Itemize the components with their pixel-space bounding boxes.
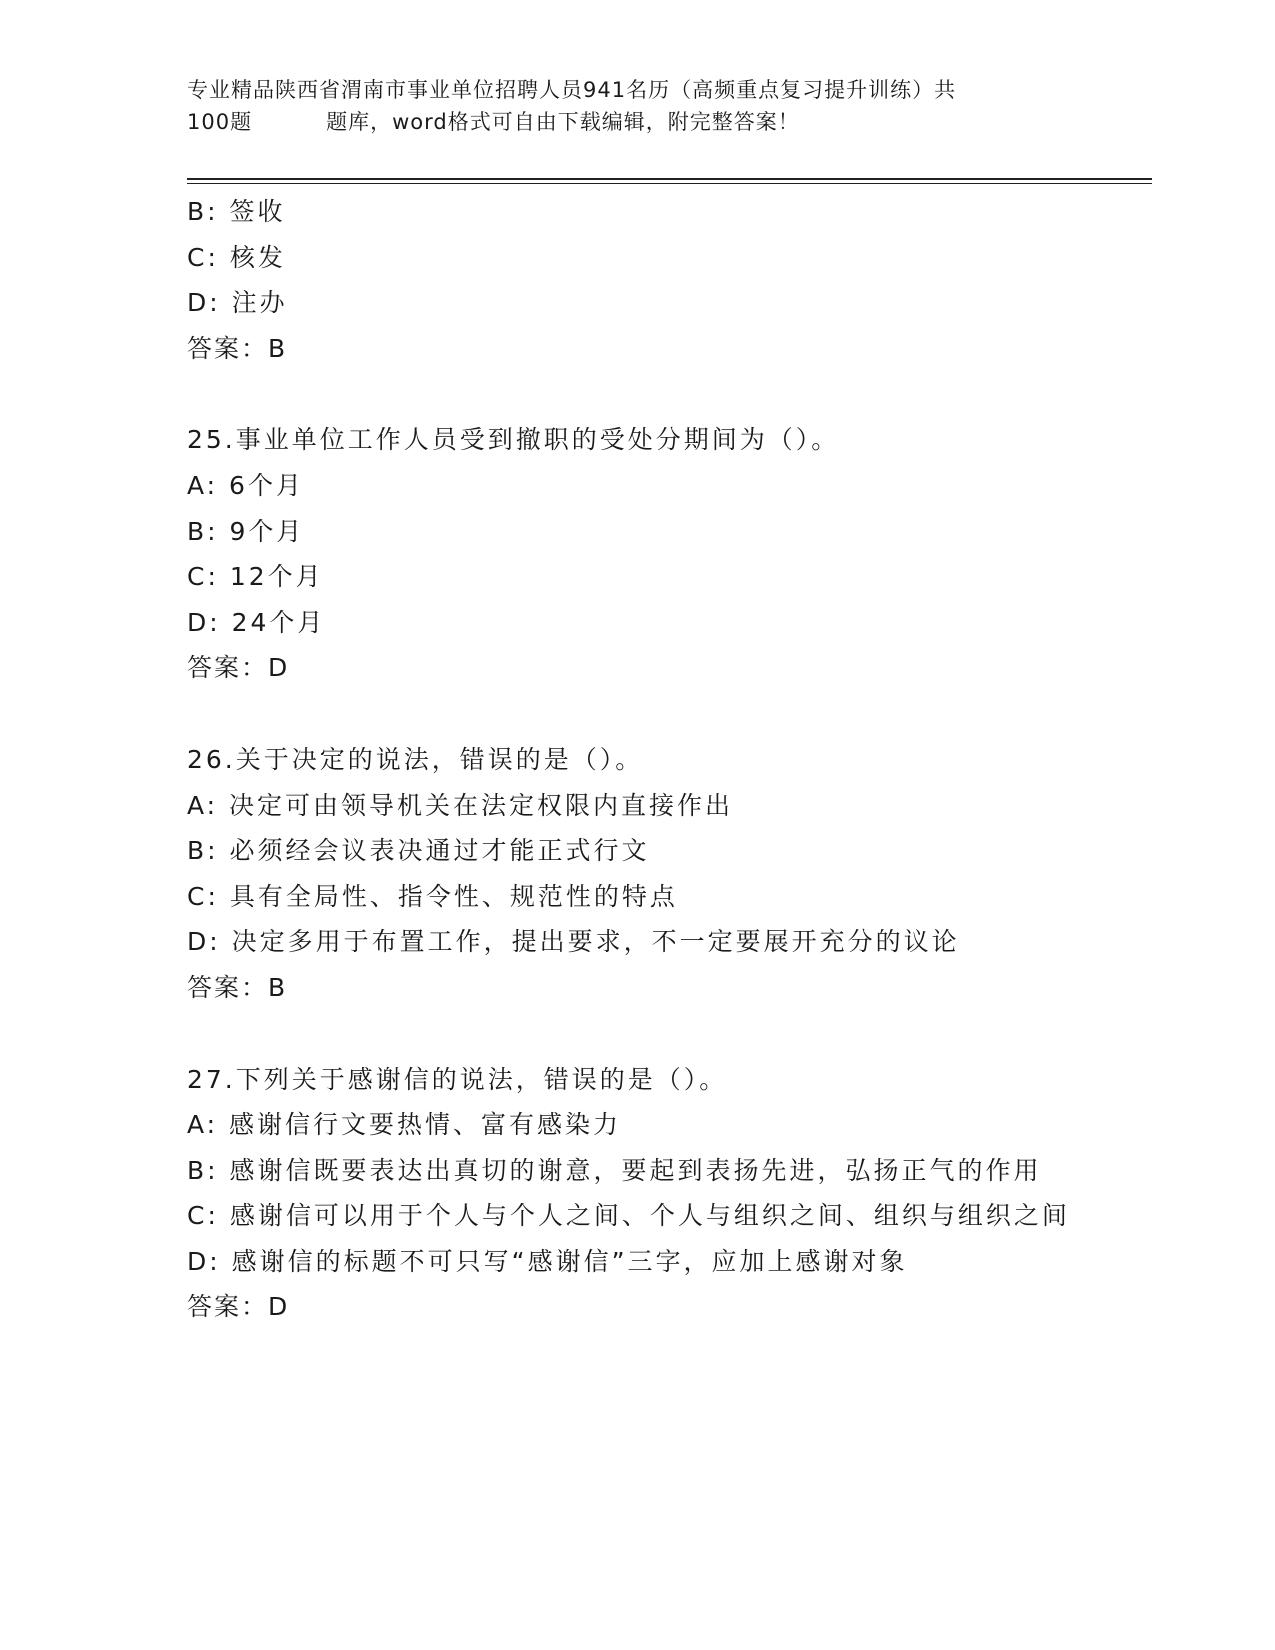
answer-value: D <box>268 653 290 683</box>
question-stem: 26.关于决定的说法，错误的是（）。 <box>187 744 644 774</box>
option-a: A: 决定可由领导机关在法定权限内直接作出 <box>187 790 734 820</box>
header-question-count: 100题 <box>187 110 253 134</box>
option-d: D: 感谢信的标题不可只写“感谢信”三字，应加上感谢对象 <box>187 1246 908 1276</box>
answer-label: 答案： <box>187 1292 269 1322</box>
option-c: C: 12个月 <box>187 562 324 592</box>
question-block-24 <box>187 189 1087 371</box>
option-a: A: 6个月 <box>187 470 304 500</box>
option-c: C: 核发 <box>187 242 286 272</box>
question-block-27 <box>187 1057 1087 1331</box>
answer-value: D <box>268 1292 290 1322</box>
answer-line <box>187 1284 1087 1330</box>
question-stem: 27.下列关于感谢信的说法，错误的是（）。 <box>187 1064 728 1094</box>
option-b: B: 9个月 <box>187 516 305 546</box>
answer-value: B <box>268 333 288 363</box>
option-b: B: 签收 <box>187 197 286 226</box>
answer-line <box>187 326 1087 372</box>
option-d: D: 注办 <box>187 288 288 318</box>
answer-value: B <box>268 972 288 1002</box>
option-c: C: 感谢信可以用于个人与个人之间、个人与组织之间、组织与组织之间 <box>187 1201 1070 1231</box>
answer-label: 答案： <box>187 333 269 363</box>
header-divider-thick <box>187 178 1152 180</box>
header-divider-thin <box>187 183 1152 184</box>
answer-label: 答案： <box>187 972 269 1002</box>
question-block-26 <box>187 737 1087 1011</box>
option-d: D: 24个月 <box>187 607 326 637</box>
document-header <box>187 74 1087 138</box>
header-description: 题库，word格式可自由下载编辑，附完整答案！ <box>326 110 800 134</box>
answer-line <box>187 645 1087 691</box>
option-a: A: 感谢信行文要热情、富有感染力 <box>187 1110 622 1140</box>
header-title-line-1: 专业精品陕西省渭南市事业单位招聘人员941名历（高频重点复习提升训练）共 <box>187 78 957 102</box>
option-c: C: 具有全局性、指令性、规范性的特点 <box>187 881 678 911</box>
answer-line <box>187 965 1087 1011</box>
question-block-25 <box>187 417 1087 691</box>
question-content <box>187 189 1087 1330</box>
option-b: B: 必须经会议表决通过才能正式行文 <box>187 836 650 866</box>
option-d: D: 决定多用于布置工作，提出要求，不一定要展开充分的议论 <box>187 927 960 957</box>
question-stem: 25.事业单位工作人员受到撤职的受处分期间为（）。 <box>187 425 840 455</box>
answer-label: 答案： <box>187 653 269 683</box>
option-b: B: 感谢信既要表达出真切的谢意，要起到表扬先进，弘扬正气的作用 <box>187 1155 1042 1185</box>
header-title-line-2 <box>187 106 1087 138</box>
